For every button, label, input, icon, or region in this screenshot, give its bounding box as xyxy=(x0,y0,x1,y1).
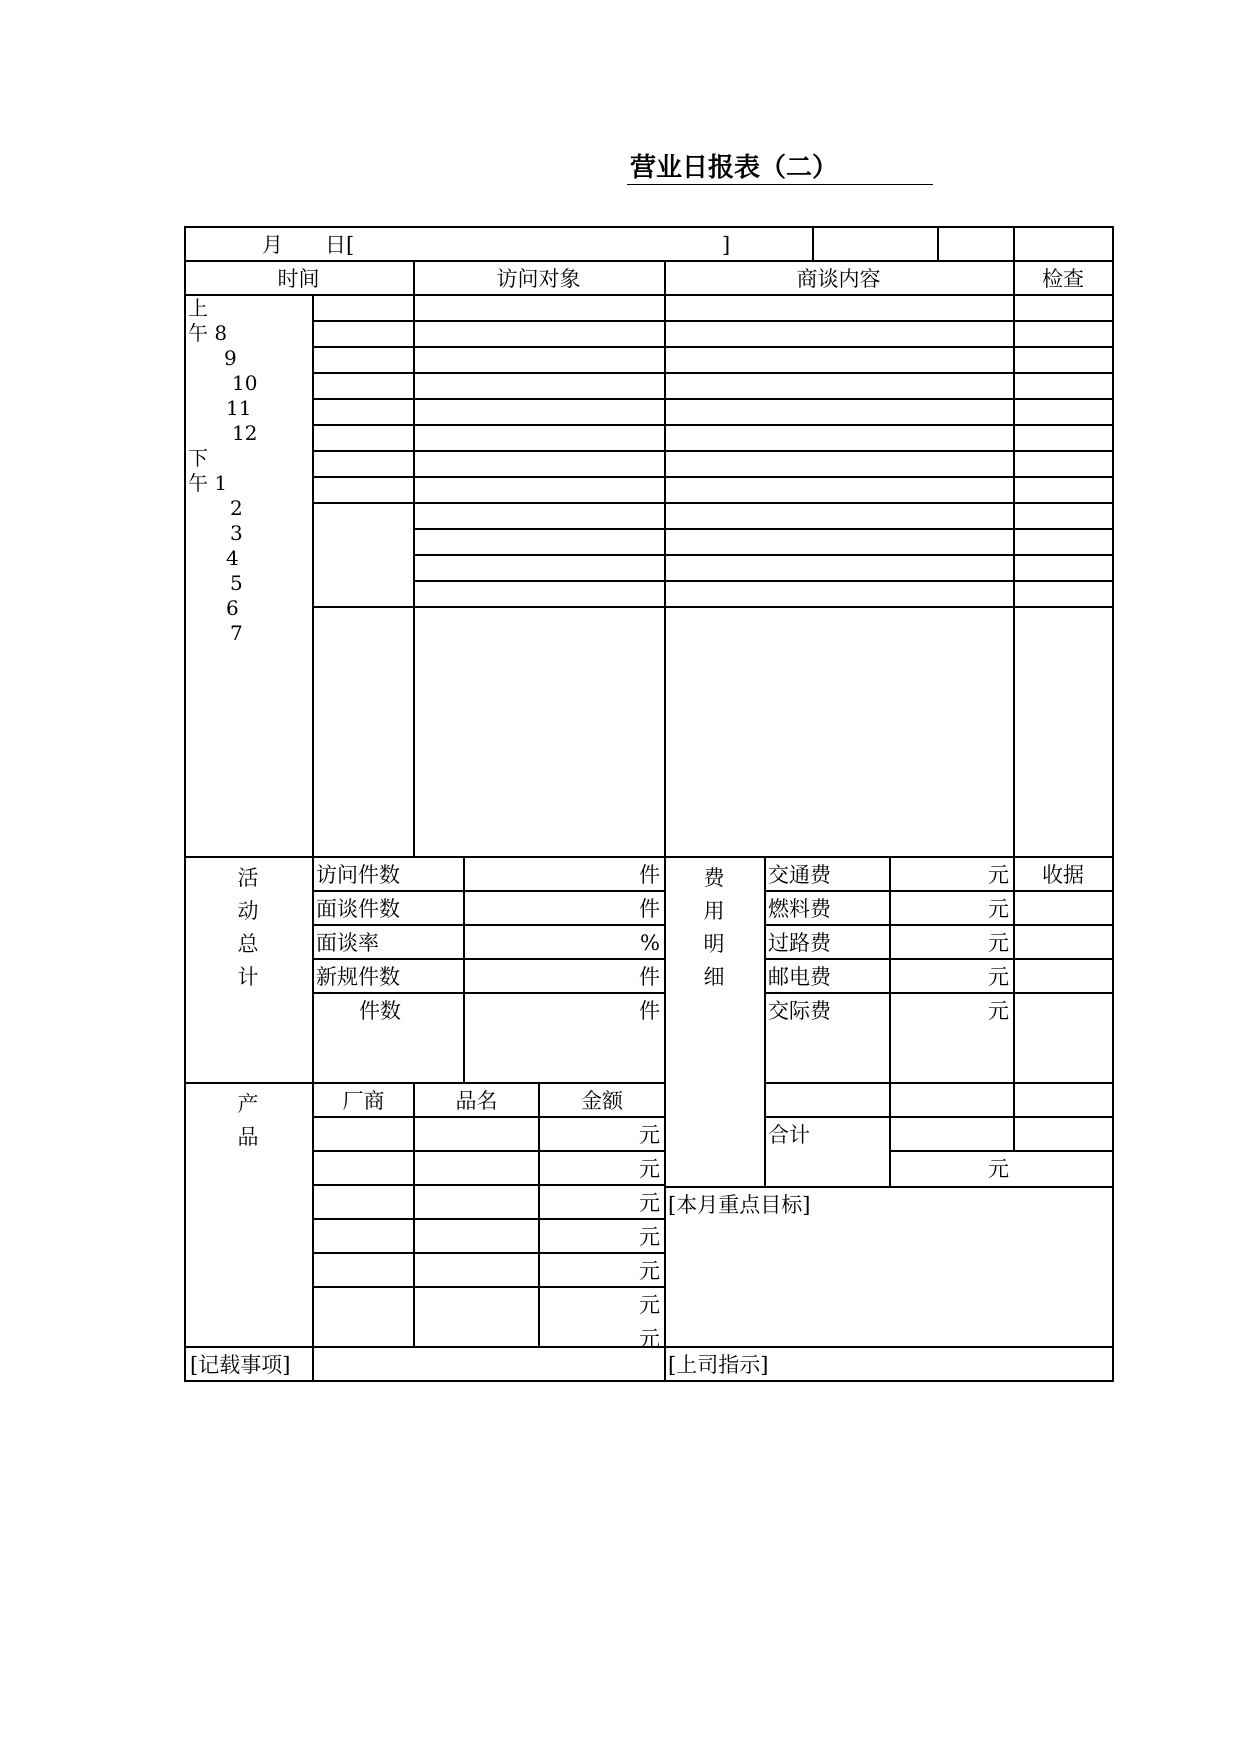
expense-unit-4: 元 xyxy=(988,965,1009,989)
time-label-3: 3 xyxy=(230,521,243,545)
activity-char-4: 计 xyxy=(237,965,259,989)
expense-label-fuel: 燃料费 xyxy=(768,897,831,921)
activity-row-2 xyxy=(312,924,664,926)
activity-char-3: 总 xyxy=(237,932,259,956)
product-row-2 xyxy=(312,1150,664,1152)
expense-blank-top xyxy=(764,1082,1114,1084)
time-label-am: 上 xyxy=(188,296,208,320)
time-grid-row-1 xyxy=(312,320,1114,322)
expense-unit-1: 元 xyxy=(988,863,1009,887)
receipt-header: 收据 xyxy=(1042,863,1084,887)
activity-row-1 xyxy=(312,890,664,892)
time-label-9: 9 xyxy=(224,346,237,370)
expense-row-4 xyxy=(764,992,1114,994)
product-unit-5: 元 xyxy=(639,1259,660,1283)
time-label-1: 午 1 xyxy=(188,471,228,495)
time-grid-row-6 xyxy=(312,450,1114,452)
report-table xyxy=(184,226,1114,1382)
time-label-4: 4 xyxy=(226,546,239,570)
time-grid-row-9 xyxy=(413,528,1113,530)
time-label-7: 7 xyxy=(230,621,243,645)
activity-row-4 xyxy=(312,992,664,994)
column-header-divider xyxy=(184,294,1114,296)
activity-char-1: 活 xyxy=(237,866,259,890)
date-label: 月 日[ xyxy=(262,233,355,257)
activity-label-new: 新规件数 xyxy=(316,965,400,989)
expense-unit-5: 元 xyxy=(988,999,1009,1023)
col-activity-label xyxy=(312,856,314,1380)
product-row-1 xyxy=(312,1116,664,1118)
activity-label-count: 件数 xyxy=(359,999,401,1023)
time-label-10: 10 xyxy=(232,371,258,395)
product-header-name: 品名 xyxy=(455,1089,498,1113)
header-col-3 xyxy=(1013,226,1015,260)
title-underline xyxy=(627,184,933,185)
expense-row-2 xyxy=(764,924,1114,926)
product-unit-7: 元 xyxy=(639,1327,660,1351)
time-label-11: 11 xyxy=(226,396,252,420)
border-bottom xyxy=(184,1380,1114,1382)
time-grid-row-2 xyxy=(312,346,1114,348)
expense-unit-3: 元 xyxy=(988,931,1009,955)
col-expense-label xyxy=(764,856,766,1188)
expense-char-1: 费 xyxy=(703,866,725,890)
expense-char-3: 明 xyxy=(703,932,725,956)
time-label-pm: 下 xyxy=(188,446,208,470)
page-title: 营业日报表（二） xyxy=(630,153,839,183)
total-label: 合计 xyxy=(768,1123,810,1147)
col-header-discussion: 商谈内容 xyxy=(796,267,881,291)
expense-label-postal: 邮电费 xyxy=(768,965,831,989)
activity-char-2: 动 xyxy=(237,899,259,923)
date-close: ] xyxy=(722,233,731,257)
expense-label-transport: 交通费 xyxy=(768,863,831,887)
activity-label-meeting-rate: 面谈率 xyxy=(316,931,379,955)
col-product-name xyxy=(413,1082,415,1348)
notes-label: [记载事项] xyxy=(190,1353,291,1377)
col-mid xyxy=(664,856,666,1380)
product-char-1: 产 xyxy=(237,1092,259,1116)
product-row-4 xyxy=(312,1218,664,1220)
col-time-inner xyxy=(312,294,314,858)
section-divider-activity xyxy=(184,856,1114,858)
product-unit-4: 元 xyxy=(639,1225,660,1249)
activity-unit-4: 件 xyxy=(639,965,660,989)
header-col-2 xyxy=(937,226,939,260)
product-unit-3: 元 xyxy=(639,1191,660,1215)
time-grid-row-8 xyxy=(312,502,1114,504)
activity-unit-5: 件 xyxy=(639,999,660,1023)
header-col-1 xyxy=(812,226,814,260)
expense-total-top xyxy=(764,1116,1114,1118)
activity-row-3 xyxy=(312,958,664,960)
col-header-check: 检查 xyxy=(1042,267,1084,291)
col-visit-left xyxy=(413,260,415,858)
expense-label-toll: 过路费 xyxy=(768,931,831,955)
border-left xyxy=(184,226,186,1382)
activity-unit-2: 件 xyxy=(639,897,660,921)
product-row-5 xyxy=(312,1252,664,1254)
col-header-time: 时间 xyxy=(277,267,320,291)
product-row-3 xyxy=(312,1184,664,1186)
col-discussion-left xyxy=(664,260,666,858)
expense-total-mid xyxy=(889,1150,1114,1152)
product-header-maker: 厂商 xyxy=(342,1089,385,1113)
expense-label-entertainment: 交际费 xyxy=(768,999,831,1023)
time-label-6: 6 xyxy=(226,596,239,620)
supervisor-label: [上司指示] xyxy=(668,1353,769,1377)
expense-unit-2: 元 xyxy=(988,897,1009,921)
col-header-visit-target: 访问对象 xyxy=(496,267,581,291)
expense-char-4: 细 xyxy=(703,965,725,989)
time-label-5: 5 xyxy=(230,571,243,595)
expense-row-3 xyxy=(764,958,1114,960)
col-total-receipt xyxy=(1013,1082,1015,1152)
time-grid-row-12 xyxy=(312,606,1114,608)
product-row-6 xyxy=(312,1286,664,1288)
time-label-2: 2 xyxy=(230,496,243,520)
col-check-left xyxy=(1013,260,1015,858)
activity-unit-3: % xyxy=(640,931,660,955)
product-unit-1: 元 xyxy=(639,1123,660,1147)
product-char-2: 品 xyxy=(237,1125,259,1149)
product-header-amount: 金额 xyxy=(581,1089,623,1113)
time-label-8: 午 8 xyxy=(188,321,228,345)
total-unit: 元 xyxy=(988,1157,1009,1181)
product-unit-2: 元 xyxy=(639,1157,660,1181)
activity-unit-1: 件 xyxy=(639,863,660,887)
product-unit-6: 元 xyxy=(639,1293,660,1317)
section-divider-product xyxy=(184,1082,664,1084)
border-top xyxy=(184,226,1114,228)
time-grid-row-10 xyxy=(413,554,1113,556)
monthly-goal-label: [本月重点目标] xyxy=(668,1193,811,1217)
expense-char-2: 用 xyxy=(703,899,725,923)
expense-row-1 xyxy=(764,890,1114,892)
header-divider xyxy=(184,260,1114,262)
time-label-12: 12 xyxy=(232,421,258,445)
time-grid-row-7 xyxy=(312,476,1114,478)
time-grid-row-4 xyxy=(312,398,1114,400)
time-grid-row-11 xyxy=(413,580,1113,582)
time-grid-row-3 xyxy=(312,372,1114,374)
goal-top xyxy=(664,1186,1114,1188)
time-grid-row-5 xyxy=(312,424,1114,426)
activity-label-meetings: 面谈件数 xyxy=(316,897,400,921)
activity-label-visits: 访问件数 xyxy=(316,863,400,887)
